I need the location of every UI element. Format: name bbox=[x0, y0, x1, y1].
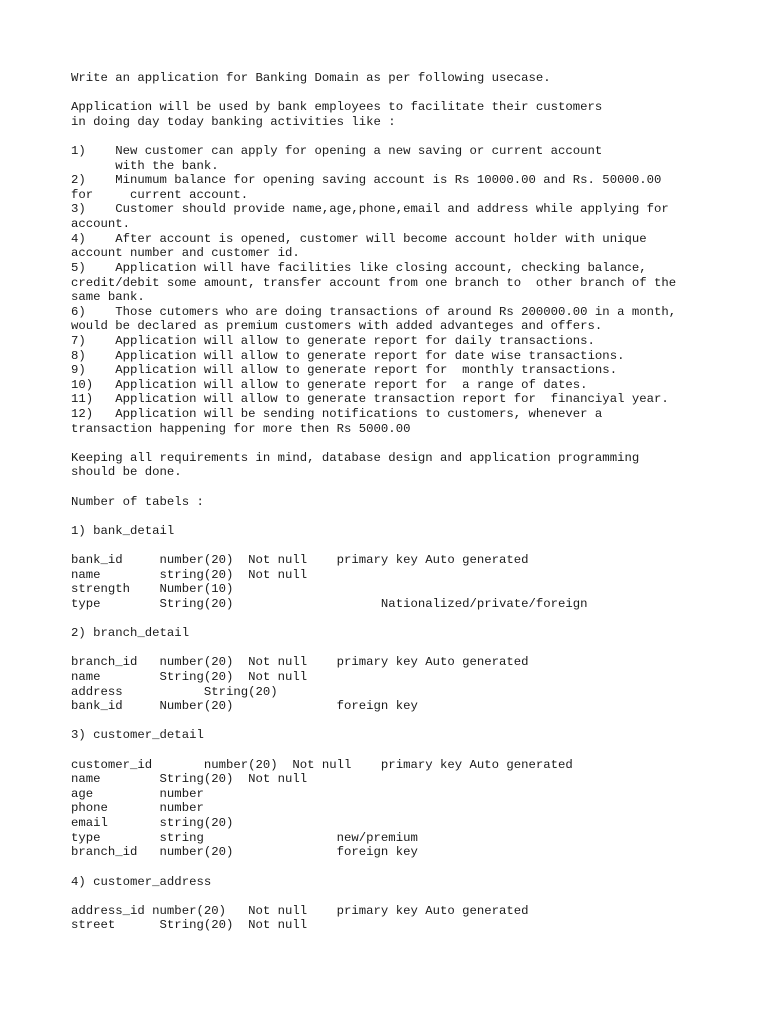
document-line: Keeping all requirements in mind, database design and application programming bbox=[71, 450, 640, 465]
document-line: phone number bbox=[71, 801, 204, 816]
document-line: 3) Customer should provide name,age,phone,email and address while applying for bbox=[71, 202, 669, 217]
document-line bbox=[71, 612, 676, 627]
document-line: name string(20) Not null bbox=[71, 567, 308, 582]
document-line bbox=[71, 539, 676, 554]
document-line: account. bbox=[71, 217, 131, 232]
document-line bbox=[71, 480, 676, 495]
document-line: would be declared as premium customers with added advanteges and offers. bbox=[71, 319, 603, 334]
document-line: 1) bank_detail bbox=[71, 523, 175, 538]
document-line: 2) Minumum balance for opening saving account is Rs 10000.00 and Rs. 50000.00 bbox=[71, 173, 662, 188]
document-line: branch_id number(20) Not null primary key Auto generated bbox=[71, 655, 529, 670]
document-line: 1) New customer can apply for opening a new saving or current account bbox=[71, 144, 603, 159]
document-line bbox=[71, 743, 676, 758]
document-line bbox=[71, 860, 676, 875]
document-text bbox=[71, 71, 676, 933]
document-line: 4) customer_address bbox=[71, 874, 212, 889]
document-line: street String(20) Not null bbox=[71, 918, 308, 933]
document-line: should be done. bbox=[71, 465, 182, 480]
document-line: in doing day today banking activities like : bbox=[71, 114, 396, 129]
document-line: Number of tabels : bbox=[71, 494, 204, 509]
document-line: name String(20) Not null bbox=[71, 772, 308, 787]
document-line: 11) Application will allow to generate transaction report for financiyal year. bbox=[71, 392, 669, 407]
document-line bbox=[71, 86, 676, 101]
document-line: age number bbox=[71, 786, 204, 801]
document-line: transaction happening for more then Rs 5000.00 bbox=[71, 421, 411, 436]
document-line: 2) branch_detail bbox=[71, 626, 190, 641]
document-line: 9) Application will allow to generate report for monthly transactions. bbox=[71, 363, 618, 378]
document-line: email string(20) bbox=[71, 816, 234, 831]
document-line: for current account. bbox=[71, 187, 249, 202]
document-line: address_id number(20) Not null primary key Auto generated bbox=[71, 903, 529, 918]
document-line bbox=[71, 129, 676, 144]
document-line: branch_id number(20) foreign key bbox=[71, 845, 418, 860]
document-line: bank_id Number(20) foreign key bbox=[71, 699, 418, 714]
document-line: type string new/premium bbox=[71, 830, 418, 845]
document-line: 7) Application will allow to generate report for daily transactions. bbox=[71, 333, 595, 348]
document-line: address String(20) bbox=[71, 684, 278, 699]
document-line: credit/debit some amount, transfer account from one branch to other branch of the bbox=[71, 275, 677, 290]
document-line bbox=[71, 714, 676, 729]
document-line: strength Number(10) bbox=[71, 582, 234, 597]
document-line: bank_id number(20) Not null primary key Auto generated bbox=[71, 553, 529, 568]
document-line bbox=[71, 509, 676, 524]
document-line: 4) After account is opened, customer will become account holder with unique bbox=[71, 231, 647, 246]
document-line: with the bank. bbox=[71, 158, 219, 173]
document-line: 12) Application will be sending notifications to customers, whenever a bbox=[71, 407, 603, 422]
document-line: type String(20) Nationalized/private/foreign bbox=[71, 596, 588, 611]
document-line bbox=[71, 641, 676, 656]
document-line: 6) Those cutomers who are doing transactions of around Rs 200000.00 in a month, bbox=[71, 304, 677, 319]
document-line: customer_id number(20) Not null primary key Auto generated bbox=[71, 757, 573, 772]
document-line: 10) Application will allow to generate report for a range of dates. bbox=[71, 377, 588, 392]
document-line bbox=[71, 436, 676, 451]
document-line: Write an application for Banking Domain as per following usecase. bbox=[71, 71, 551, 85]
document-line: 3) customer_detail bbox=[71, 728, 204, 743]
document-line: name String(20) Not null bbox=[71, 669, 308, 684]
document-line: same bank. bbox=[71, 290, 145, 305]
document-line: 5) Application will have facilities like closing account, checking balance, bbox=[71, 260, 647, 275]
document-line: 8) Application will allow to generate report for date wise transactions. bbox=[71, 348, 625, 363]
document-line bbox=[71, 889, 676, 904]
document-line: account number and customer id. bbox=[71, 246, 300, 261]
document-line: Application will be used by bank employees to facilitate their customers bbox=[71, 100, 603, 115]
